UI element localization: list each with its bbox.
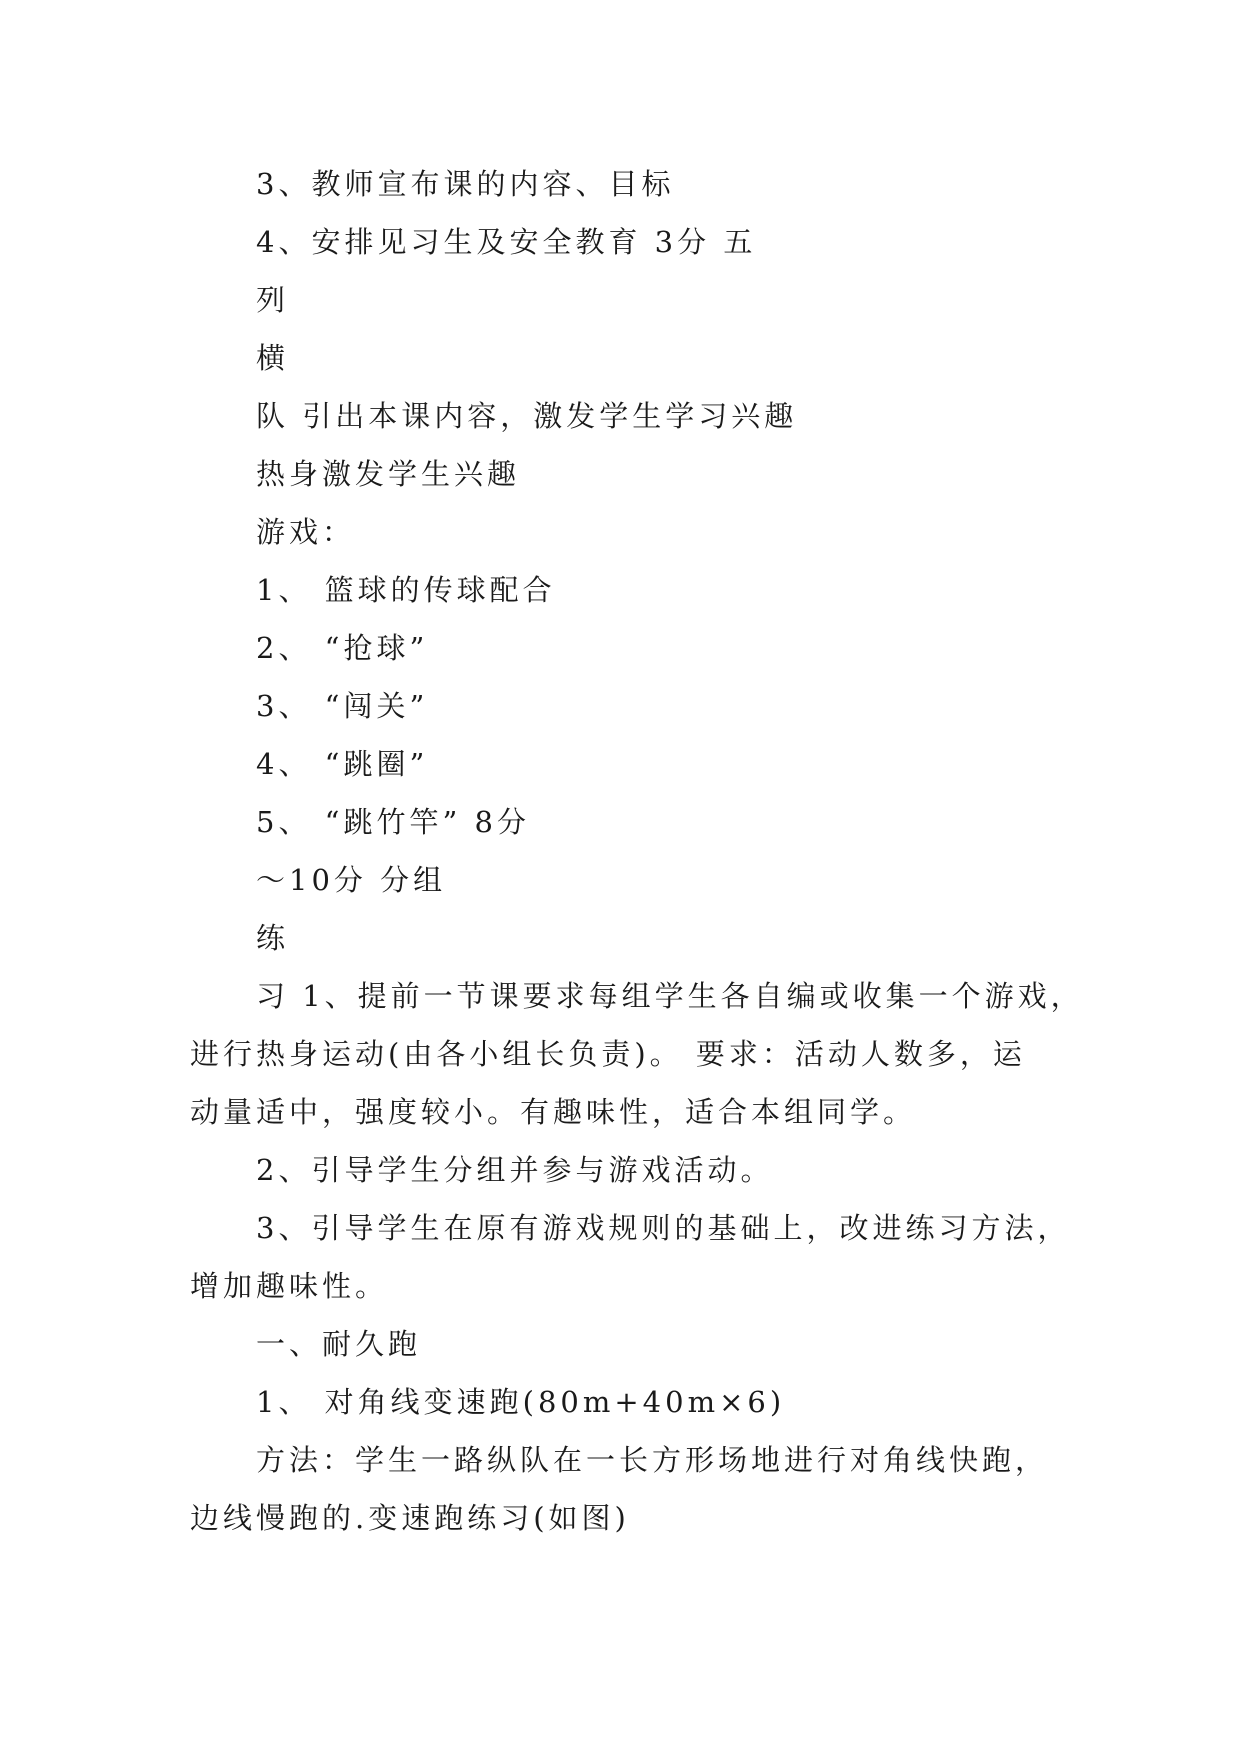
text-line: 练 bbox=[256, 921, 290, 955]
text-line: 5、 “跳竹竿” 8分 bbox=[256, 805, 530, 839]
text-line: 横 bbox=[256, 341, 290, 375]
text-line: 方法：学生一路纵队在一长方形场地进行对角线快跑， bbox=[256, 1443, 1049, 1477]
text-line: 边线慢跑的.变速跑练习(如图) bbox=[190, 1501, 630, 1535]
text-line: 列 bbox=[256, 283, 290, 317]
text-line: 3、 “闯关” bbox=[256, 689, 429, 723]
text-line: 4、安排见习生及安全教育 3分 五 bbox=[256, 225, 757, 259]
text-line: 热身激发学生兴趣 bbox=[256, 457, 521, 491]
text-line: 3、教师宣布课的内容、目标 bbox=[256, 167, 675, 201]
text-line: 2、引导学生分组并参与游戏活动。 bbox=[256, 1153, 774, 1187]
text-line: 4、 “跳圈” bbox=[256, 747, 429, 781]
text-line: 1、 对角线变速跑(80m+40m×6) bbox=[256, 1385, 786, 1419]
text-line: 增加趣味性。 bbox=[190, 1269, 389, 1303]
text-line: 游戏： bbox=[256, 515, 356, 549]
text-line: 3、引导学生在原有游戏规则的基础上，改进练习方法， bbox=[256, 1211, 1071, 1245]
text-line: 习 1、提前一节课要求每组学生各自编或收集一个游戏， bbox=[256, 979, 1084, 1013]
text-line: 队 引出本课内容，激发学生学习兴趣 bbox=[256, 399, 798, 433]
text-line: 1、 篮球的传球配合 bbox=[256, 573, 556, 607]
text-line: 一、耐久跑 bbox=[256, 1327, 422, 1361]
text-line: 2、 “抢球” bbox=[256, 631, 429, 665]
text-line: 动量适中，强度较小。有趣味性，适合本组同学。 bbox=[190, 1095, 917, 1129]
text-line: ～10分 分组 bbox=[256, 863, 447, 897]
text-line: 进行热身运动(由各小组长负责)。 要求：活动人数多，运 bbox=[190, 1037, 1026, 1071]
